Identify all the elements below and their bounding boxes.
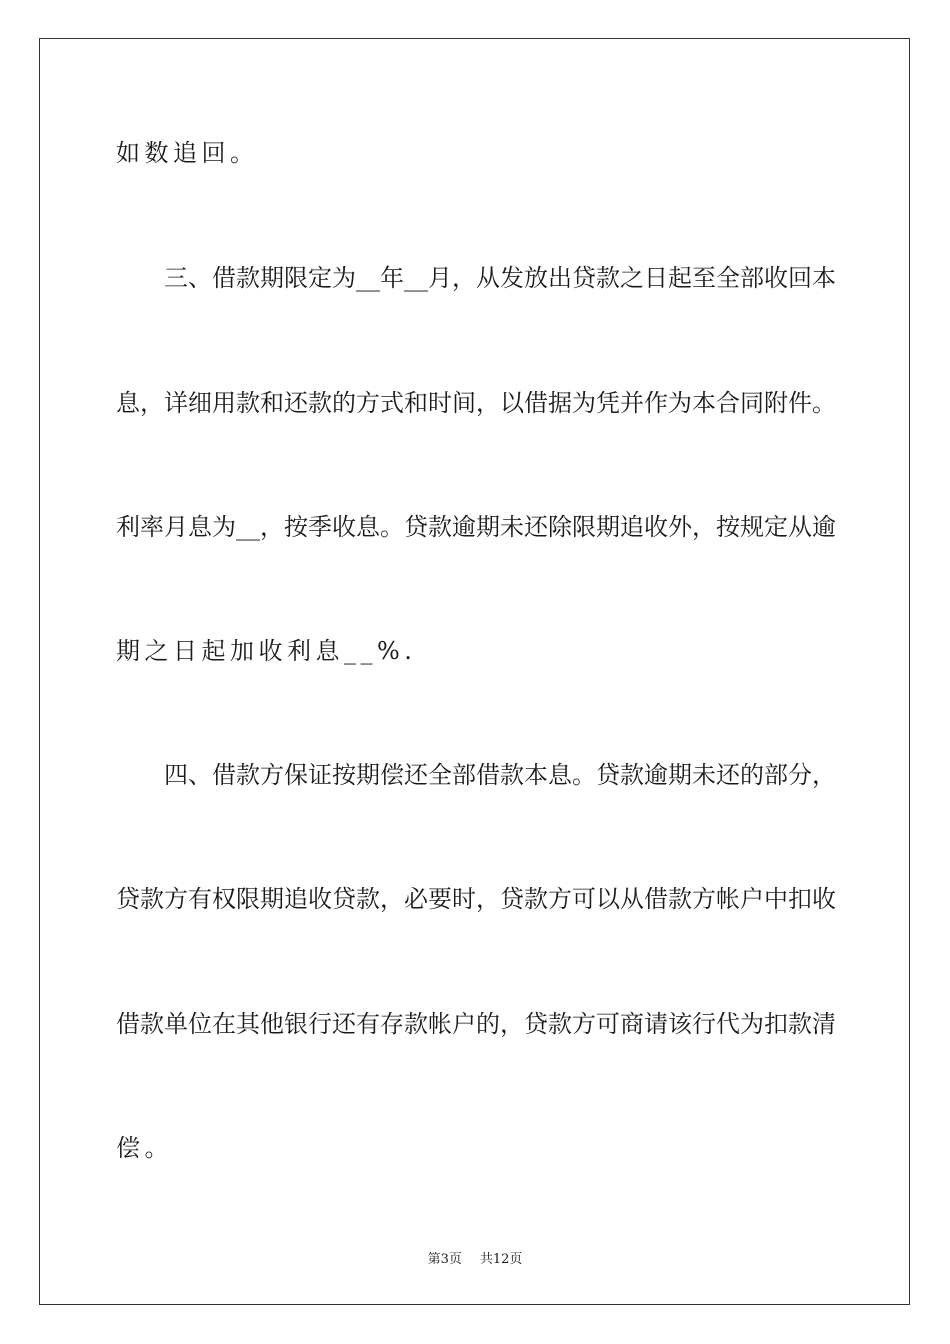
- page-border: [39, 38, 910, 1305]
- text-line-8: 借款单位在其他银行还有存款帐户的，贷款方可商请该行代为扣款清: [116, 1010, 836, 1038]
- text-line-6: 四、借款方保证按期偿还全部借款本息。贷款逾期未还的部分，: [164, 761, 836, 789]
- text-line-7: 贷款方有权限期追收贷款，必要时，贷款方可以从借款方帐户中扣收: [116, 885, 836, 913]
- text-line-3: 息，详细用款和还款的方式和时间，以借据为凭并作为本合同附件。: [116, 389, 836, 417]
- text-line-5: 期之日起加收利息__%.: [116, 637, 417, 665]
- page-number: 第3页: [427, 1252, 462, 1267]
- page-footer: [0, 1248, 950, 1267]
- page-total: 共12页: [479, 1252, 523, 1267]
- text-line-1: 如数追回。: [116, 139, 259, 167]
- text-line-4: 利率月息为__，按季收息。贷款逾期未还除限期追收外，按规定从逾: [116, 513, 836, 541]
- text-line-9: 偿。: [116, 1134, 173, 1162]
- text-line-2: 三、借款期限定为__年__月，从发放出贷款之日起至全部收回本: [164, 264, 836, 292]
